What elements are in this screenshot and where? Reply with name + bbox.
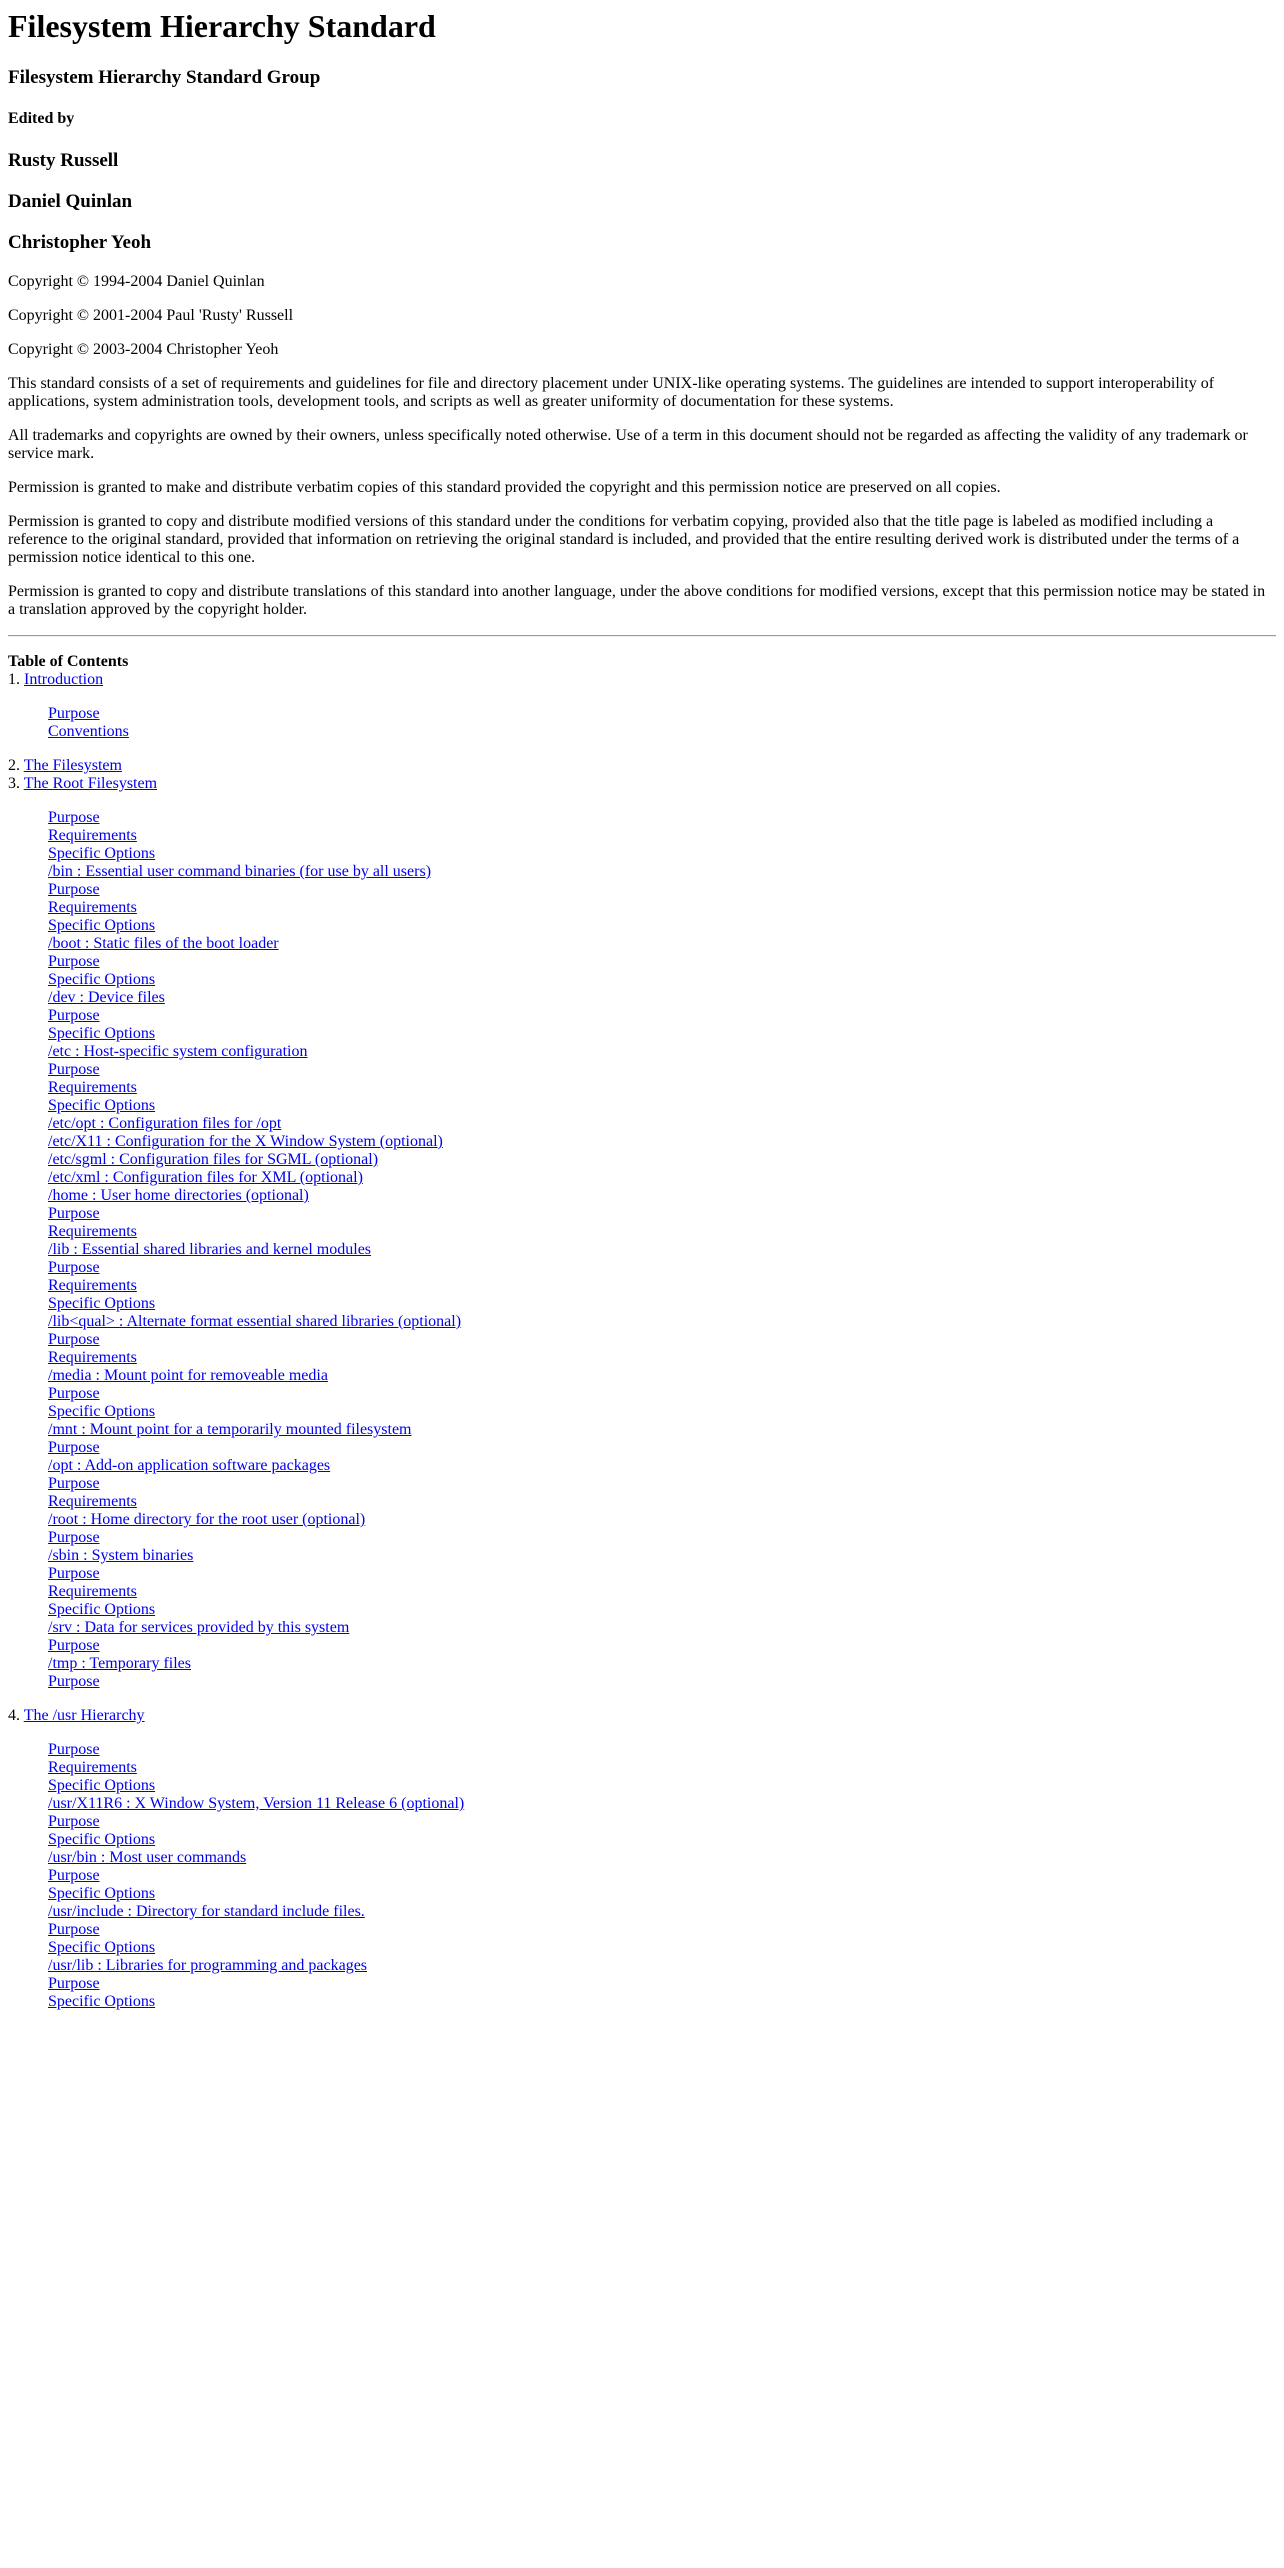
toc-subsection: [48, 881, 1276, 899]
toc-subsection-link[interactable]: Purpose: [48, 1439, 100, 1456]
toc-subsection-list: [48, 1259, 1276, 1313]
table-of-contents: [8, 653, 1276, 2011]
toc-subsection: [48, 899, 1276, 917]
toc-chapter: [8, 775, 1276, 793]
toc-subsection-link[interactable]: Requirements: [48, 1349, 137, 1366]
toc-chapter-number: 2.: [8, 757, 24, 774]
document-title: Filesystem Hierarchy Standard: [8, 8, 436, 44]
toc-section-link[interactable]: /etc : Host-specific system configuration: [48, 1043, 308, 1060]
toc-subsection-link[interactable]: Purpose: [48, 1565, 100, 1582]
toc-subsection-list: [48, 1385, 1276, 1421]
group-name: Filesystem Hierarchy Standard Group: [8, 67, 321, 88]
toc-section-link[interactable]: Specific Options: [48, 1777, 156, 1794]
toc-section: [48, 1759, 1276, 1777]
toc-subsection-link[interactable]: Purpose: [48, 1975, 100, 1992]
toc-subsection: [48, 1439, 1276, 1457]
toc-section: [48, 1795, 1276, 1813]
toc-subsection: [48, 1493, 1276, 1511]
toc-subsection-link[interactable]: Specific Options: [48, 917, 156, 934]
toc-subsection-link[interactable]: /etc/xml : Configuration files for XML (optional): [48, 1169, 363, 1186]
toc-subsection-link[interactable]: Purpose: [48, 1867, 100, 1884]
toc-subsection-link[interactable]: Specific Options: [48, 971, 156, 988]
copyright-line: Copyright © 1994-2004 Daniel Quinlan: [8, 273, 265, 290]
toc-subsection-list: [48, 1439, 1276, 1457]
toc-subsection: [48, 1813, 1276, 1831]
toc-section: [48, 1849, 1276, 1867]
abstract-paragraph: This standard consists of a set of requirements and guidelines for file and directory placement under UNIX-like operating systems. The guidelines are intended to support interoperability of applications, system administration tools, development tools, and scripts as well as greater uniformity of documentation for these systems.: [8, 375, 1215, 410]
permission-paragraph: Permission is granted to copy and distribute modified versions of this standard under the conditions for verbatim copying, provided also that the title page is labeled as modified including a reference to the original standard, provided that information on retrieving the original standard is included, and provided that the entire resulting derived work is distributed under the terms of a permission notice identical to this one.: [8, 513, 1240, 566]
toc-section: [48, 989, 1276, 1007]
toc-subsection: [48, 1151, 1276, 1169]
toc-section: [48, 1619, 1276, 1637]
toc-subsection: [48, 1061, 1276, 1079]
toc-subsection: [48, 1637, 1276, 1655]
toc-subsection-link[interactable]: Specific Options: [48, 1097, 156, 1114]
toc-section-link[interactable]: /dev : Device files: [48, 989, 165, 1006]
toc-subsection: [48, 1565, 1276, 1583]
toc-subsection: [48, 1867, 1276, 1885]
toc-subsection-list: [48, 881, 1276, 935]
toc-section-list: [48, 1741, 1276, 2011]
author-name: Christopher Yeoh: [8, 232, 152, 253]
toc-subsection-link[interactable]: Requirements: [48, 1223, 137, 1240]
toc-subsection: [48, 1975, 1276, 1993]
toc-section-link[interactable]: /home : User home directories (optional): [48, 1187, 309, 1204]
toc-section: [48, 1511, 1276, 1529]
toc-subsection: [48, 1007, 1276, 1025]
toc-section: [48, 1313, 1276, 1331]
toc-section-link[interactable]: /usr/bin : Most user commands: [48, 1849, 247, 1866]
toc-section: [48, 723, 1276, 741]
toc-section-link[interactable]: Purpose: [48, 809, 100, 826]
toc-section: [48, 1903, 1276, 1921]
toc-chapter-link[interactable]: Introduction: [24, 671, 104, 688]
toc-subsection: [48, 1097, 1276, 1115]
toc-subsection: [48, 971, 1276, 989]
toc-subsection-link[interactable]: Purpose: [48, 1637, 100, 1654]
toc-subsection-list: [48, 953, 1276, 989]
toc-section: [48, 1367, 1276, 1385]
toc-title: Table of Contents: [8, 653, 129, 670]
toc-section-link[interactable]: Purpose: [48, 705, 100, 722]
toc-subsection-link[interactable]: Requirements: [48, 899, 137, 916]
toc-chapter-number: 3.: [8, 775, 24, 792]
toc-subsection-list: [48, 1637, 1276, 1655]
edited-by-label: Edited by: [8, 110, 75, 127]
toc-section: [48, 705, 1276, 723]
toc-section-list: [48, 809, 1276, 1691]
toc-chapter-number: 4.: [8, 1707, 24, 1724]
toc-section: [48, 827, 1276, 845]
trademark-paragraph: All trademarks and copyrights are owned by their owners, unless specifically noted otherwise. Use of a term in this document should not be regarded as affecting the validity of any trademark or service mark.: [8, 427, 1248, 462]
toc-section-link[interactable]: /usr/lib : Libraries for programming and packages: [48, 1957, 368, 1974]
toc-subsection-link[interactable]: Purpose: [48, 953, 100, 970]
toc-subsection-list: [48, 1007, 1276, 1043]
divider: [8, 635, 1276, 637]
toc-subsection-link[interactable]: Purpose: [48, 1061, 100, 1078]
toc-section: [48, 1547, 1276, 1565]
toc-subsection: [48, 1529, 1276, 1547]
toc-section: [48, 1457, 1276, 1475]
toc-subsection-link[interactable]: /etc/X11 : Configuration for the X Window System (optional): [48, 1133, 443, 1150]
toc-subsection-link[interactable]: Purpose: [48, 1529, 100, 1546]
toc-subsection-link[interactable]: Requirements: [48, 1583, 137, 1600]
toc-subsection-link[interactable]: Specific Options: [48, 1831, 156, 1848]
toc-body: [8, 671, 1276, 2011]
toc-subsection: [48, 953, 1276, 971]
toc-subsection: [48, 1349, 1276, 1367]
toc-subsection-list: [48, 1205, 1276, 1241]
toc-subsection: [48, 1385, 1276, 1403]
toc-subsection-list: [48, 1673, 1276, 1691]
toc-chapter-link[interactable]: The Root Filesystem: [23, 775, 158, 792]
toc-subsection: [48, 917, 1276, 935]
toc-section: [48, 1043, 1276, 1061]
toc-subsection-link[interactable]: Specific Options: [48, 1025, 156, 1042]
toc-subsection: [48, 1475, 1276, 1493]
toc-subsection-list: [48, 1867, 1276, 1903]
toc-section-link[interactable]: /root : Home directory for the root user (optional): [48, 1511, 366, 1528]
copyright-line: Copyright © 2001-2004 Paul 'Rusty' Russell: [8, 307, 294, 324]
toc-subsection: [48, 1205, 1276, 1223]
toc-subsection-link[interactable]: Specific Options: [48, 1885, 156, 1902]
toc-section-link[interactable]: /sbin : System binaries: [48, 1547, 194, 1564]
toc-subsection: [48, 1403, 1276, 1421]
toc-section-link[interactable]: /opt : Add-on application software packages: [48, 1457, 331, 1474]
toc-subsection: [48, 1025, 1276, 1043]
toc-section-link[interactable]: /lib : Essential shared libraries and kernel modules: [48, 1241, 372, 1258]
toc-subsection-link[interactable]: Requirements: [48, 1493, 137, 1510]
toc-subsection-link[interactable]: Purpose: [48, 1475, 100, 1492]
toc-chapter: [8, 757, 1276, 775]
toc-subsection: [48, 1921, 1276, 1939]
toc-section: [48, 863, 1276, 881]
toc-subsection-link[interactable]: Specific Options: [48, 1295, 156, 1312]
toc-section: [48, 1777, 1276, 1795]
toc-section: [48, 1421, 1276, 1439]
author-name: Daniel Quinlan: [8, 191, 133, 212]
toc-section-link[interactable]: Requirements: [48, 827, 137, 844]
toc-section: [48, 845, 1276, 863]
toc-subsection-link[interactable]: Purpose: [48, 1673, 100, 1690]
toc-section-list: [48, 705, 1276, 741]
toc-subsection-link[interactable]: Purpose: [48, 1385, 100, 1402]
toc-subsection-link[interactable]: Requirements: [48, 1277, 137, 1294]
toc-subsection: [48, 1993, 1276, 2011]
toc-section-link[interactable]: Requirements: [48, 1759, 137, 1776]
toc-subsection: [48, 1079, 1276, 1097]
toc-subsection: [48, 1601, 1276, 1619]
toc-subsection-link[interactable]: Specific Options: [48, 1993, 156, 2010]
toc-subsection-list: [48, 1921, 1276, 1957]
toc-section: [48, 1957, 1276, 1975]
toc-section-link[interactable]: /usr/X11R6 : X Window System, Version 11 Release 6 (optional): [48, 1795, 465, 1812]
copyright-line: Copyright © 2003-2004 Christopher Yeoh: [8, 341, 279, 358]
toc-chapter: [8, 1707, 1276, 1725]
toc-subsection-list: [48, 1813, 1276, 1849]
toc-section-link[interactable]: Purpose: [48, 1741, 100, 1758]
toc-subsection-link[interactable]: Purpose: [48, 1205, 100, 1222]
toc-subsection: [48, 1277, 1276, 1295]
toc-section-link[interactable]: /bin : Essential user command binaries (for use by all users): [48, 863, 432, 880]
toc-subsection-list: [48, 1061, 1276, 1187]
toc-section-link[interactable]: /mnt : Mount point for a temporarily mounted filesystem: [48, 1421, 412, 1438]
toc-chapter: [8, 671, 1276, 689]
toc-subsection-link[interactable]: Purpose: [48, 881, 100, 898]
permission-paragraph: Permission is granted to copy and distribute translations of this standard into another language, under the above conditions for modified versions, except that this permission notice may be stated in a translation approved by the copyright holder.: [8, 583, 1266, 618]
toc-section-link[interactable]: Conventions: [48, 723, 129, 740]
toc-section-link[interactable]: /boot : Static files of the boot loader: [48, 935, 279, 952]
toc-section-link[interactable]: /media : Mount point for removeable media: [48, 1367, 328, 1384]
toc-subsection-link[interactable]: Specific Options: [48, 1939, 156, 1956]
toc-subsection-list: [48, 1565, 1276, 1619]
toc-subsection-link[interactable]: Purpose: [48, 1921, 100, 1938]
toc-subsection-link[interactable]: /etc/opt : Configuration files for /opt: [48, 1115, 282, 1132]
toc-subsection: [48, 1115, 1276, 1133]
toc-subsection: [48, 1133, 1276, 1151]
toc-subsection-link[interactable]: Specific Options: [48, 1601, 156, 1618]
toc-chapter-link[interactable]: The /usr Hierarchy: [23, 1707, 145, 1724]
toc-subsection: [48, 1259, 1276, 1277]
toc-section-link[interactable]: /lib<qual> : Alternate format essential shared libraries (optional): [48, 1313, 462, 1330]
toc-subsection-link[interactable]: Purpose: [48, 1331, 100, 1348]
toc-section-link[interactable]: Specific Options: [48, 845, 156, 862]
toc-section: [48, 1741, 1276, 1759]
toc-subsection-link[interactable]: Specific Options: [48, 1403, 156, 1420]
toc-section: [48, 935, 1276, 953]
toc-section: [48, 1241, 1276, 1259]
toc-subsection-link[interactable]: Requirements: [48, 1079, 137, 1096]
author-name: Rusty Russell: [8, 150, 119, 171]
toc-subsection: [48, 1223, 1276, 1241]
toc-chapter-number: 1.: [8, 671, 24, 688]
permission-paragraph: Permission is granted to make and distribute verbatim copies of this standard provided the copyright and this permission notice are preserved on all copies.: [8, 479, 1001, 496]
toc-subsection: [48, 1583, 1276, 1601]
toc-subsection: [48, 1673, 1276, 1691]
toc-subsection-link[interactable]: /etc/sgml : Configuration files for SGML (optional): [48, 1151, 379, 1168]
toc-subsection: [48, 1295, 1276, 1313]
toc-section-link[interactable]: /tmp : Temporary files: [48, 1655, 191, 1672]
toc-section-link[interactable]: /srv : Data for services provided by this system: [48, 1619, 350, 1636]
toc-subsection-link[interactable]: Purpose: [48, 1813, 100, 1830]
toc-section: [48, 1187, 1276, 1205]
toc-subsection-link[interactable]: Purpose: [48, 1259, 100, 1276]
toc-subsection-list: [48, 1475, 1276, 1511]
toc-subsection-list: [48, 1975, 1276, 2011]
toc-section: [48, 1655, 1276, 1673]
toc-subsection-list: [48, 1331, 1276, 1367]
toc-section-link[interactable]: /usr/include : Directory for standard include files.: [48, 1903, 365, 1920]
toc-subsection-link[interactable]: Purpose: [48, 1007, 100, 1024]
toc-section: [48, 809, 1276, 827]
toc-subsection: [48, 1331, 1276, 1349]
toc-subsection: [48, 1831, 1276, 1849]
toc-subsection: [48, 1885, 1276, 1903]
toc-chapter-link[interactable]: The Filesystem: [23, 757, 122, 774]
toc-subsection-list: [48, 1529, 1276, 1547]
toc-subsection: [48, 1169, 1276, 1187]
toc-subsection: [48, 1939, 1276, 1957]
